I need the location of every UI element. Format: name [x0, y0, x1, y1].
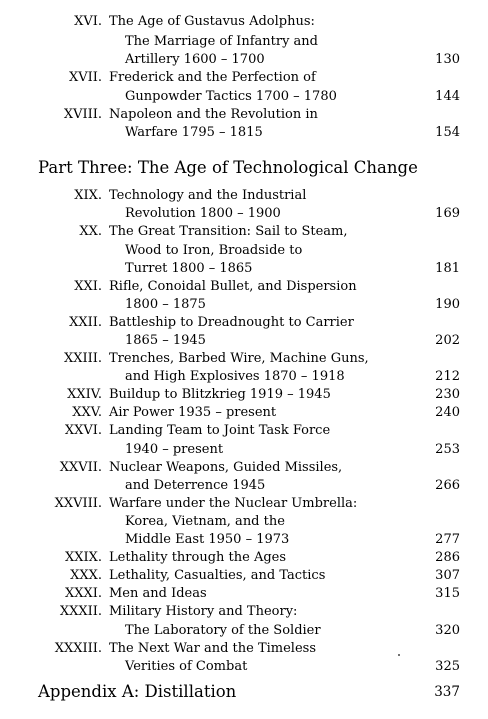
- chapter-number: XVIII.: [63, 107, 102, 122]
- chapter-title-line: Middle East 1950 – 1973: [125, 532, 290, 547]
- chapter-title-line: Technology and the Industrial: [109, 188, 307, 203]
- page-number: 202: [435, 333, 460, 348]
- page-number: 266: [435, 478, 460, 493]
- chapter-number: XXI.: [74, 279, 102, 294]
- chapter-title-line: Korea, Vietnam, and the: [125, 514, 285, 529]
- chapter-title-line: Rifle, Conoidal Bullet, and Dispersion: [109, 279, 357, 294]
- chapter-title-line: Military History and Theory:: [109, 604, 298, 619]
- chapter-number: XXVIII.: [54, 496, 102, 511]
- chapter-title-line: Verities of Combat: [125, 659, 248, 674]
- page-number: 307: [435, 568, 460, 583]
- page-number: 130: [435, 52, 460, 67]
- page-number: 286: [435, 550, 460, 565]
- chapter-number: XXII.: [69, 315, 102, 330]
- chapter-title-line: Buildup to Blitzkrieg 1919 – 1945: [109, 387, 331, 402]
- chapter-title-line: Nuclear Weapons, Guided Missiles,: [109, 460, 343, 475]
- page-number: 154: [435, 125, 460, 140]
- chapter-number: XXV.: [72, 405, 102, 420]
- chapter-title-line: 1940 – present: [125, 442, 224, 457]
- chapter-number: XXVI.: [64, 423, 102, 438]
- page-number: 230: [435, 387, 460, 402]
- page-number: 212: [435, 369, 460, 384]
- chapter-number: XXX.: [70, 568, 102, 583]
- chapter-title-line: Trenches, Barbed Wire, Machine Guns,: [109, 351, 369, 366]
- appendix-page-number: 337: [434, 684, 460, 700]
- chapter-title-line: 1800 – 1875: [125, 297, 206, 312]
- chapter-title-line: The Age of Gustavus Adolphus:: [109, 14, 315, 29]
- chapter-title-line: Napoleon and the Revolution in: [109, 107, 318, 122]
- page-number: 315: [435, 586, 460, 601]
- chapter-number: XVII.: [68, 70, 102, 85]
- chapter-title-line: and Deterrence 1945: [125, 478, 266, 493]
- chapter-number: XXIV.: [67, 387, 102, 402]
- chapter-title-line: Gunpowder Tactics 1700 – 1780: [125, 89, 337, 104]
- chapter-title-line: Warfare under the Nuclear Umbrella:: [109, 496, 358, 511]
- page-number: 253: [435, 442, 460, 457]
- chapter-title-line: 1865 – 1945: [125, 333, 206, 348]
- chapter-title-line: Air Power 1935 – present: [109, 405, 277, 420]
- page-number: 169: [435, 206, 460, 221]
- chapter-title-line: Turret 1800 – 1865: [125, 261, 253, 276]
- scan-speck: [398, 654, 400, 656]
- page-number: 325: [435, 659, 460, 674]
- chapter-number: XVI.: [74, 14, 102, 29]
- page-number: 144: [435, 89, 460, 104]
- page-number: 240: [435, 405, 460, 420]
- chapter-number: XIX.: [74, 188, 102, 203]
- chapter-number: XX.: [79, 224, 102, 239]
- chapter-title-line: The Great Transition: Sail to Steam,: [109, 224, 348, 239]
- chapter-number: XXIX.: [64, 550, 102, 565]
- chapter-title-line: Lethality through the Ages: [109, 550, 287, 565]
- page-number: 190: [435, 297, 460, 312]
- chapter-title-line: Warfare 1795 – 1815: [125, 125, 263, 140]
- chapter-title-line: The Laboratory of the Soldier: [125, 623, 321, 638]
- chapter-title-line: Wood to Iron, Broadside to: [125, 243, 303, 258]
- chapter-number: XXVII.: [59, 460, 102, 475]
- page-number: 181: [435, 261, 460, 276]
- chapter-number: XXXII.: [59, 604, 102, 619]
- chapter-title-line: Frederick and the Perfection of: [109, 70, 316, 85]
- chapter-number: XXXI.: [64, 586, 102, 601]
- page-number: 320: [435, 623, 460, 638]
- chapter-title-line: Men and Ideas: [109, 586, 207, 601]
- chapter-number: XXXIII.: [54, 641, 102, 656]
- appendix-heading: Appendix A: Distillation: [38, 682, 237, 701]
- part-heading: Part Three: The Age of Technological Change: [38, 158, 418, 177]
- chapter-title-line: Battleship to Dreadnought to Carrier: [109, 315, 354, 330]
- chapter-number: XXIII.: [63, 351, 102, 366]
- page-number: 277: [435, 532, 460, 547]
- chapter-title-line: Revolution 1800 – 1900: [125, 206, 281, 221]
- chapter-title-line: The Next War and the Timeless: [109, 641, 316, 656]
- chapter-title-line: Landing Team to Joint Task Force: [109, 423, 331, 438]
- chapter-title-line: The Marriage of Infantry and: [125, 34, 318, 49]
- chapter-title-line: and High Explosives 1870 – 1918: [125, 369, 345, 384]
- chapter-title-line: Lethality, Casualties, and Tactics: [109, 568, 326, 583]
- chapter-title-line: Artillery 1600 – 1700: [125, 52, 265, 67]
